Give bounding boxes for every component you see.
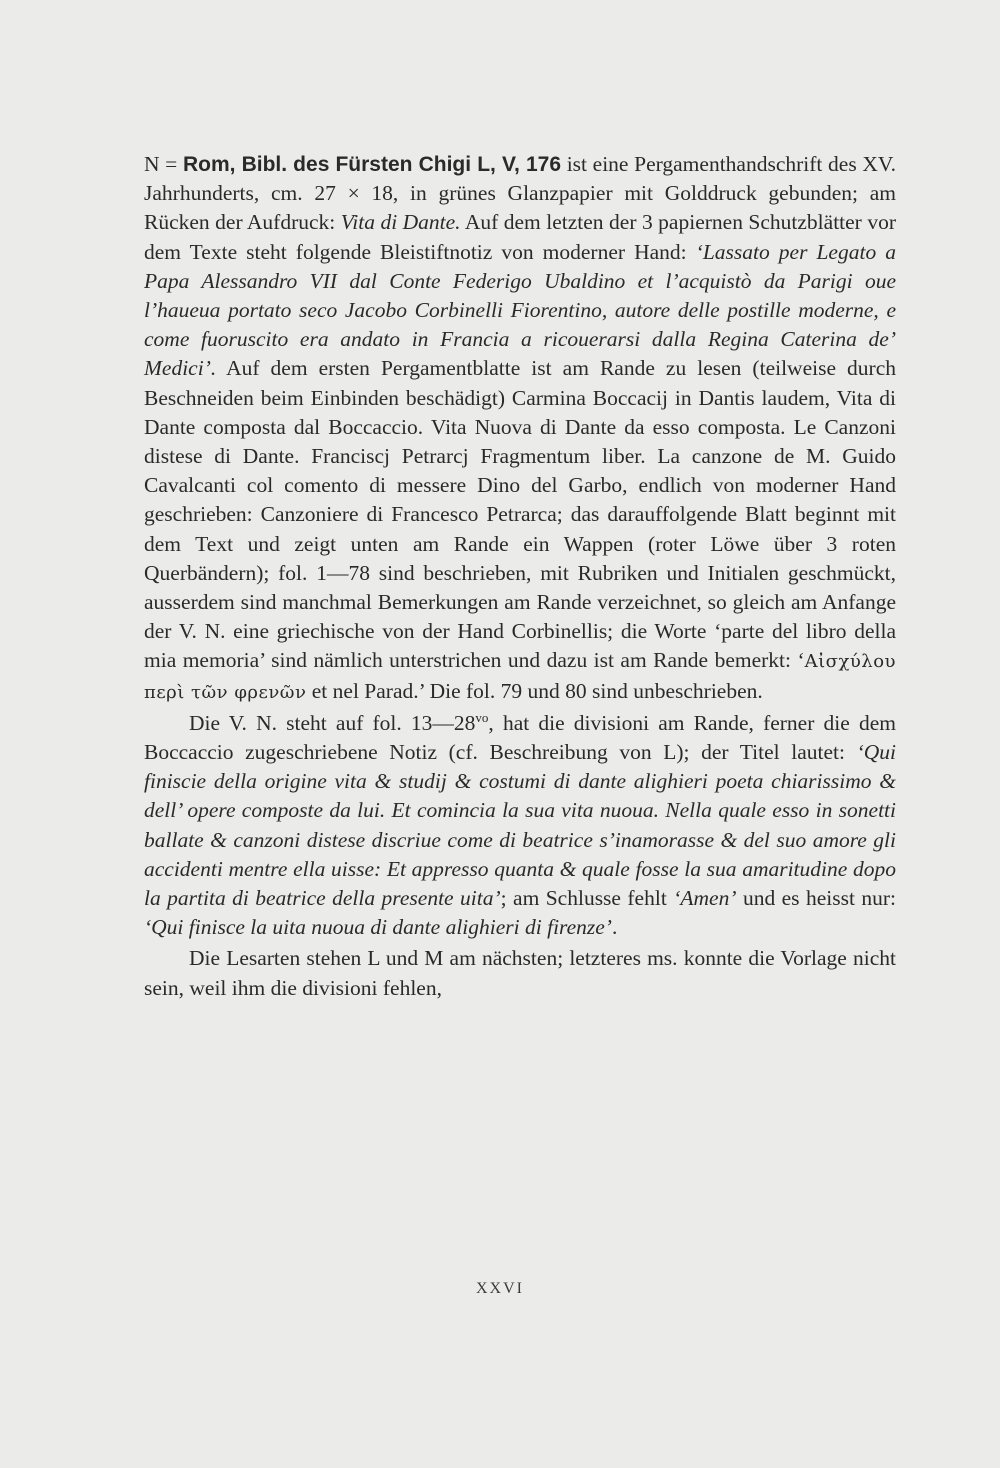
entry-text-4: et nel Parad.’ Die fol. 79 und 80 sind unbeschrieben.	[306, 678, 763, 703]
manuscript-heading: Rom, Bibl. des Fürsten Chigi L, V, 176	[182, 153, 562, 176]
entry-text-1: ist eine Pergamenthandschrift des XV. Jahrhunderts, cm. 27 × 18, in grünes Glanzpapier mit Golddruck gebunden; am Rücken der Aufdruck:	[144, 152, 897, 235]
p2-text-5: .	[611, 915, 618, 940]
p2-text-2: , hat die divisioni am Rande, ferner die dem Boccaccio zugeschriebene Notiz (cf. Beschreibung von L); der Titel lautet:	[144, 710, 896, 765]
title-quote: ‘Qui finiscie della origine vita & studij & costumi di dante alighieri poeta chiarissimo & dell’ opere composte da lui. Et comincia la sua vita nuoua. Nella quale esso in sonetti ballate & canzoni distese discriue come di beatrice s’inamorasse & del suo amore gli accidenti mentre ella uisse: Et appresso quanta & quale fosse la sua amaritudine dopo la partita di beatrice della presente uita’	[144, 740, 896, 911]
amen-quote: ‘Amen’	[673, 886, 737, 911]
p2-text-1: Die V. N. steht auf fol. 13—28	[189, 710, 476, 735]
pencil-note-quote: ‘Lassato per Legato a Papa Alessandro VII dal Conte Federigo Ubaldino et l’acquistò da Parigi oue l’haueua portato seco Jacobo Corbinelli Fiorentino, autore delle postille moderne, e come fuoruscito era andato in Francia a ricouerarsi dalla Regina Caterina de’ Medici’.	[144, 239, 896, 381]
p3-text: Die Lesarten stehen L und M am nächsten; letzteres ms. konnte die Vorlage nicht sein, weil ihm die divisioni fehlen,	[144, 946, 896, 1000]
page-number: XXVI	[476, 1280, 524, 1297]
vita-nuova-paragraph	[144, 709, 896, 943]
p2-text-4: und es heisst nur:	[736, 886, 896, 911]
entry-text-3: Auf dem ersten Pergamentblatte ist am Rande zu lesen (teilweise durch Beschneiden beim Einbinden beschädigt) Carmina Boccacij in Dantis laudem, Vita di Dante composta dal Boccaccio. Vita Nuova di Dante da esso composta. Le Canzoni distese di Dante. Franciscj Petrarcj Fragmentum liber. La canzone de M. Guido Cavalcanti col comento di messere Dino del Garbo, endlich von moderner Hand geschrieben: Canzoniere di Francesco Petrarca; das darauffolgende Blatt beginnt mit dem Text und zeigt unten am Rande ein Wappen (roter Löwe über 3 roten Querbändern); fol. 1—78 sind beschrieben, mit Rubriken und Initialen geschmückt, ausserdem sind manchmal Bemerkungen am Rande verzeichnet, so gleich am Anfange der V. N. eine griechische von der Hand Corbinellis; die Worte ‘parte del libro della mia memoria’ sind nämlich unterstrichen und dazu ist am Rande bemerkt: ‘	[144, 356, 896, 673]
greek-marginal-note: Αἰσχύλου περὶ τῶν φρενῶν	[144, 651, 896, 703]
body-text	[144, 150, 896, 1003]
verso-superscript: vo	[475, 709, 489, 725]
p2-text-3: ; am Schlusse fehlt	[500, 886, 674, 911]
entry-text-2: Auf dem letzten der 3 papiernen Schutzblätter vor dem Texte steht folgende Bleistiftnotiz von moderner Hand:	[144, 210, 896, 264]
lesarten-paragraph	[144, 944, 896, 1002]
explicit-quote: ‘Qui finisce la uita nuoua di dante alighieri di firenze’	[144, 915, 612, 940]
manuscript-entry-paragraph	[144, 150, 896, 707]
siglum: N =	[144, 152, 183, 176]
spine-title: Vita di Dante.	[340, 210, 461, 235]
